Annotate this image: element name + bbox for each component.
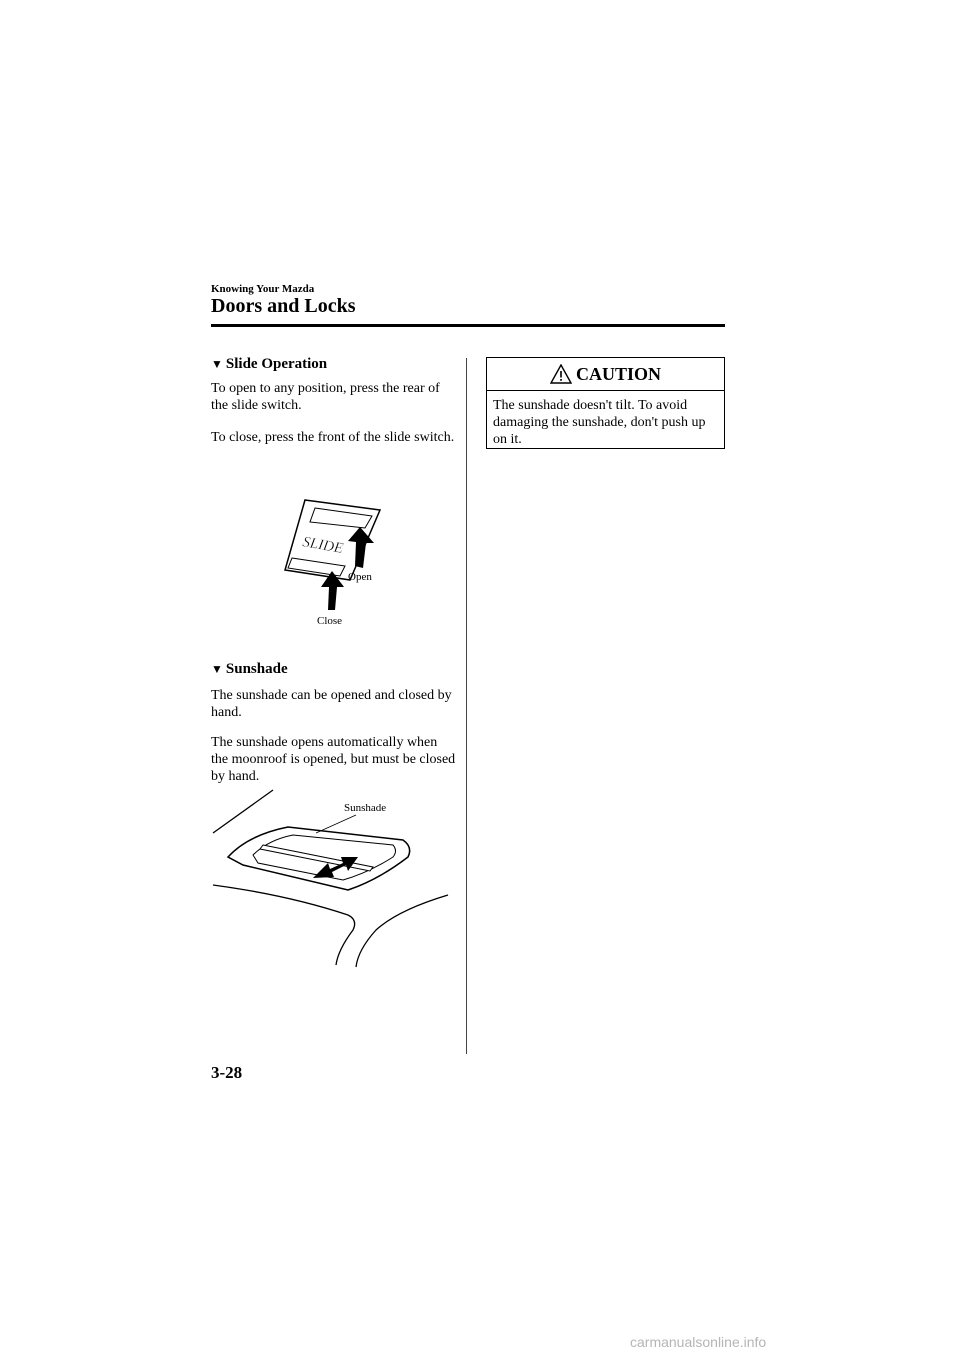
caution-title: CAUTION xyxy=(575,363,661,384)
sunshade-manual-paragraph: The sunshade can be opened and closed by hand. xyxy=(211,688,452,720)
slide-operation-heading xyxy=(211,356,327,373)
sunshade-illustration xyxy=(208,785,453,970)
chapter-title: Knowing Your Mazda xyxy=(211,283,315,295)
close-label: Close xyxy=(317,615,343,627)
section-title: Doors and Locks xyxy=(211,295,356,317)
caution-header xyxy=(487,358,724,391)
sunshade-heading xyxy=(211,661,288,678)
caution-text: The sunshade doesn't tilt. To avoid damaging the sunshade, don't push up on it. xyxy=(493,398,706,447)
slide-switch-text: SLIDE xyxy=(301,534,345,558)
slide-operation-heading-text: Slide Operation xyxy=(225,356,328,372)
open-label: Open xyxy=(348,571,372,583)
sunshade-heading-text: Sunshade xyxy=(225,661,288,677)
sunshade-auto-paragraph: The sunshade opens automatically when the moonroof is opened, but must be closed by hand. xyxy=(211,735,456,784)
header-rule xyxy=(211,324,725,327)
page-number: 3-28 xyxy=(211,1063,243,1082)
slide-close-paragraph: To close, press the front of the slide switch. xyxy=(211,430,455,445)
column-divider xyxy=(466,358,467,1054)
sunshade-label: Sunshade xyxy=(344,802,387,814)
slide-open-paragraph: To open to any position, press the rear of the slide switch. xyxy=(211,381,440,413)
watermark: carmanualsonline.info xyxy=(630,1334,767,1350)
down-triangle-icon: ▼ xyxy=(211,662,223,676)
caution-box xyxy=(486,357,725,449)
slide-switch-illustration xyxy=(260,480,420,640)
sunshade-figure xyxy=(208,785,453,970)
slide-switch-figure xyxy=(260,480,420,640)
warning-triangle-icon xyxy=(550,364,572,384)
down-triangle-icon: ▼ xyxy=(211,357,223,371)
